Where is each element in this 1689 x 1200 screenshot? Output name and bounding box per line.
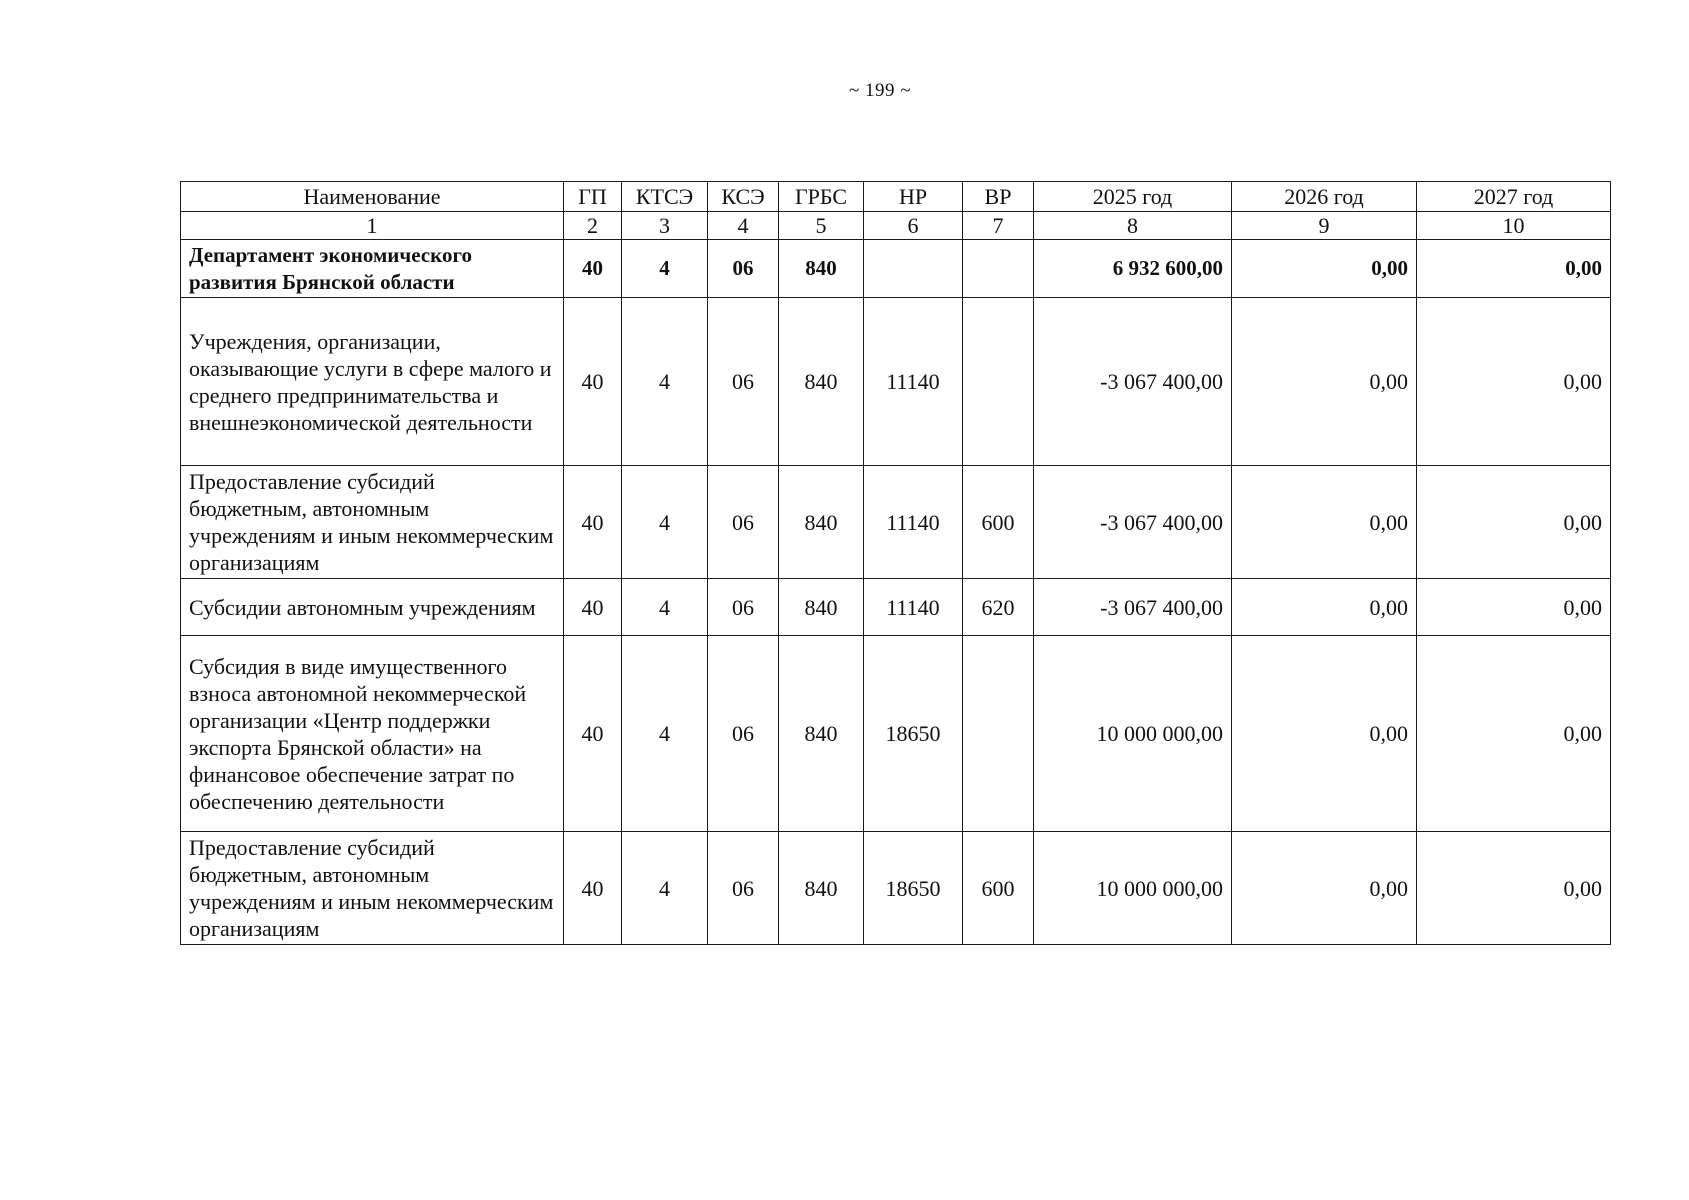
row-kse: 06 [708,636,779,832]
header-2027: 2027 год [1417,182,1611,212]
header-nr: НР [864,182,963,212]
row-nr: 11140 [864,466,963,579]
row-gp: 40 [564,240,622,298]
row-2025: 10 000 000,00 [1034,636,1232,832]
row-name: Предоставление субсидий бюджетным, автономным учреждениям и иным некоммерческим организациям [181,466,564,579]
column-number: 8 [1034,212,1232,240]
row-nr [864,240,963,298]
column-number: 1 [181,212,564,240]
column-number: 7 [963,212,1034,240]
row-vr [963,298,1034,466]
header-ktse: КТСЭ [622,182,708,212]
row-2027: 0,00 [1417,298,1611,466]
page-number: ~ 199 ~ [848,80,912,101]
row-vr: 600 [963,832,1034,945]
row-ktse: 4 [622,832,708,945]
row-2025: 6 932 600,00 [1034,240,1232,298]
row-ktse: 4 [622,636,708,832]
row-vr: 600 [963,466,1034,579]
row-nr: 11140 [864,298,963,466]
header-gp: ГП [564,182,622,212]
column-number: 4 [708,212,779,240]
row-2025: -3 067 400,00 [1034,466,1232,579]
row-2026: 0,00 [1232,466,1417,579]
row-2027: 0,00 [1417,636,1611,832]
row-2027: 0,00 [1417,579,1611,636]
row-2027: 0,00 [1417,240,1611,298]
row-kse: 06 [708,579,779,636]
table-row [181,636,1611,832]
row-2026: 0,00 [1232,240,1417,298]
column-number: 2 [564,212,622,240]
header-2025: 2025 год [1034,182,1232,212]
row-grbs: 840 [779,240,864,298]
row-name: Субсидия в виде имущественного взноса автономной некоммерческой организации «Центр поддержки экспорта Брянской области» на финансовое обеспечение затрат по обеспечению деятельности [181,636,564,832]
header-row [181,182,1611,212]
row-gp: 40 [564,298,622,466]
budget-table [180,181,1611,945]
row-grbs: 840 [779,832,864,945]
row-name: Департамент экономического развития Брянской области [181,240,564,298]
row-vr: 620 [963,579,1034,636]
row-kse: 06 [708,240,779,298]
row-gp: 40 [564,832,622,945]
row-name: Предоставление субсидий бюджетным, автономным учреждениям и иным некоммерческим организациям [181,832,564,945]
row-kse: 06 [708,298,779,466]
table-row [181,298,1611,466]
row-2026: 0,00 [1232,636,1417,832]
column-number: 3 [622,212,708,240]
row-kse: 06 [708,466,779,579]
row-ktse: 4 [622,466,708,579]
column-number: 10 [1417,212,1611,240]
column-number: 5 [779,212,864,240]
row-ktse: 4 [622,240,708,298]
table-row [181,240,1611,298]
row-2026: 0,00 [1232,298,1417,466]
table-row [181,579,1611,636]
row-name: Учреждения, организации, оказывающие услуги в сфере малого и среднего предпринимательства и внешнеэкономической деятельности [181,298,564,466]
row-nr: 11140 [864,579,963,636]
header-grbs: ГРБС [779,182,864,212]
row-2026: 0,00 [1232,832,1417,945]
row-2025: -3 067 400,00 [1034,579,1232,636]
row-2027: 0,00 [1417,832,1611,945]
header-2026: 2026 год [1232,182,1417,212]
row-ktse: 4 [622,579,708,636]
row-grbs: 840 [779,466,864,579]
row-grbs: 840 [779,636,864,832]
header-vr: ВР [963,182,1034,212]
row-kse: 06 [708,832,779,945]
header-kse: КСЭ [708,182,779,212]
row-2025: 10 000 000,00 [1034,832,1232,945]
column-number: 6 [864,212,963,240]
table-row [181,466,1611,579]
row-nr: 18650 [864,636,963,832]
row-2026: 0,00 [1232,579,1417,636]
row-gp: 40 [564,466,622,579]
row-ktse: 4 [622,298,708,466]
row-grbs: 840 [779,579,864,636]
row-2027: 0,00 [1417,466,1611,579]
header-name: Наименование [181,182,564,212]
row-gp: 40 [564,579,622,636]
row-gp: 40 [564,636,622,832]
column-number: 9 [1232,212,1417,240]
row-vr [963,636,1034,832]
row-name: Субсидии автономным учреждениям [181,579,564,636]
column-number-row [181,212,1611,240]
row-2025: -3 067 400,00 [1034,298,1232,466]
row-grbs: 840 [779,298,864,466]
row-vr [963,240,1034,298]
row-nr: 18650 [864,832,963,945]
table-row [181,832,1611,945]
